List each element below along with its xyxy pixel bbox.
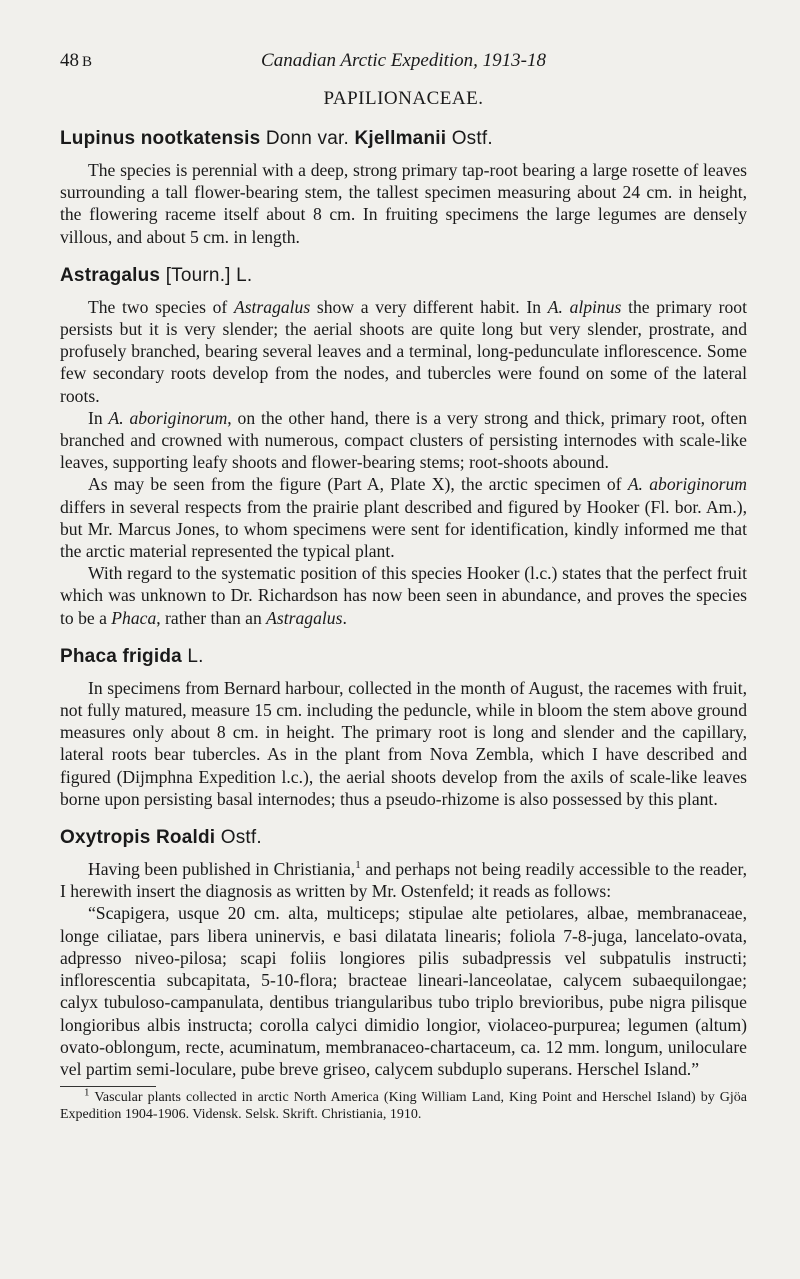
page <box>60 50 747 1123</box>
species-heading: Phaca frigida L. <box>60 645 204 667</box>
species-heading: Oxytropis Roaldi Ostf. <box>60 827 262 849</box>
paragraph: With regard to the systematic position of this species Hooker (l.c.) states that the perfect fruit which was unknown to Dr. Richardson has now been seen in abundance, and proves the species to be a Phaca, rather than an Astragalus. <box>60 563 747 628</box>
paragraph: The two species of Astragalus show a very different habit. In A. alpinus the primary root persists but it is very slender; the aerial shoots are quite long but very slender, prostrate, and profusely branched, bearing several leaves and a terminal, long-pedunculate inflorescence. Some few secondary roots develop from the nodes, and tubercles were found on some of the lateral roots. <box>60 296 747 406</box>
footnote: $^1$ Vascular plants collected in arctic North America (King William Land, King Point and Herschel Island) by Gjöa Expedition 1904-1906. Vidensk. Selsk. Skrift. Christiania, 1910. <box>60 1086 747 1123</box>
family-title: PAPILIONACEAE. <box>323 88 484 109</box>
page-number: 48 B <box>60 50 93 71</box>
latin-diagnosis: “Scapigera, usque 20 cm. alta, multiceps; stipulae alte petiolares, albae, membranaceae, longe ciliatae, pars libera uninervis, e basi dilatata linearis; foliola 7-8-juga, lancelato-ovata, adpresso niveo-pilosa; scapi foliis longiores pilis subadpressis vel subpatulis instructi; inflorescentia subcapitata, 5-10-flora; bracteae lineari-lanceolatae, calycem subaequilongae; calyx tubuloso-campanulata, dentibus triangularibus tubo triplo brevioribus, pube nigra pilisque longioribus albis instructa; corolla calyci dimidio longior, violaceo-purpurea; legumen (altum) ovato-oblongum, recte, acuminatum, membranaceo-chartaceum, ca. 12 mm. longum, uniloculare vel partim semi-loculare, pube breve griseo, calycem subduplo superans. Herschel Island.” <box>60 903 747 1079</box>
section-phaca <box>60 646 747 810</box>
paragraph: The species is perennial with a deep, strong primary tap-root bearing a large rosette of leaves surrounding a tall flower-bearing stem, the tallest specimen measuring about 24 cm. in height, the flowering raceme itself about 8 cm. In fruiting specimens the large legumes are densely villous, and about 5 cm. in length. <box>60 160 747 247</box>
paragraph: As may be seen from the figure (Part A, Plate X), the arctic specimen of A. aboriginorum differs in several respects from the prairie plant described and figured by Hooker (Fl. bor. Am.), but Mr. Marcus Jones, to whom specimens were sent for identification, kindly informed me that the arctic material represented the typical plant. <box>60 474 747 562</box>
species-heading: Lupinus nootkatensis Donn var. Kjellmanii Ostf. <box>60 128 493 149</box>
journal-title: Canadian Arctic Expedition, 1913-18 <box>261 50 546 71</box>
page-suffix: B <box>82 54 93 70</box>
section-oxytropis <box>60 827 747 1080</box>
section-astragalus <box>60 265 747 629</box>
section-lupinus <box>60 128 747 248</box>
paragraph: In specimens from Bernard harbour, collected in the month of August, the racemes with fruit, not fully matured, measure 15 cm. including the peduncle, while in bloom the stem above ground measures only about 8 cm. in height. The primary root is long and slender and the capillary, lateral roots bear tubercles. As in the plant from Nova Zembla, which I have described and figured (Dijmphna Expedition l.c.), the aerial shoots develop from the axils of scale-like leaves borne upon persisting basal internodes; thus a pseudo-rhizome is also possessed by this plant. <box>60 677 747 809</box>
footnote-ref[interactable]: 1 <box>355 859 361 872</box>
running-head <box>60 50 747 76</box>
genus-heading: Astragalus [Tourn.] L. <box>60 264 253 286</box>
paragraph: Having been published in Christiania,$^1$ and perhaps not being readily accessible to the reader, I herewith insert the diagnosis as written by Mr. Ostenfeld; it reads as follows: <box>60 859 747 902</box>
footnote-marker: 1 <box>84 1086 90 1099</box>
footnote-divider <box>60 1086 156 1087</box>
paragraph: In A. aboriginorum, on the other hand, there is a very strong and thick, primary root, often branched and crowned with numerous, compact clusters of persisting internodes with scale-like leaves, supporting leafy shoots and flower-bearing stems; root-shoots abound. <box>60 407 747 473</box>
